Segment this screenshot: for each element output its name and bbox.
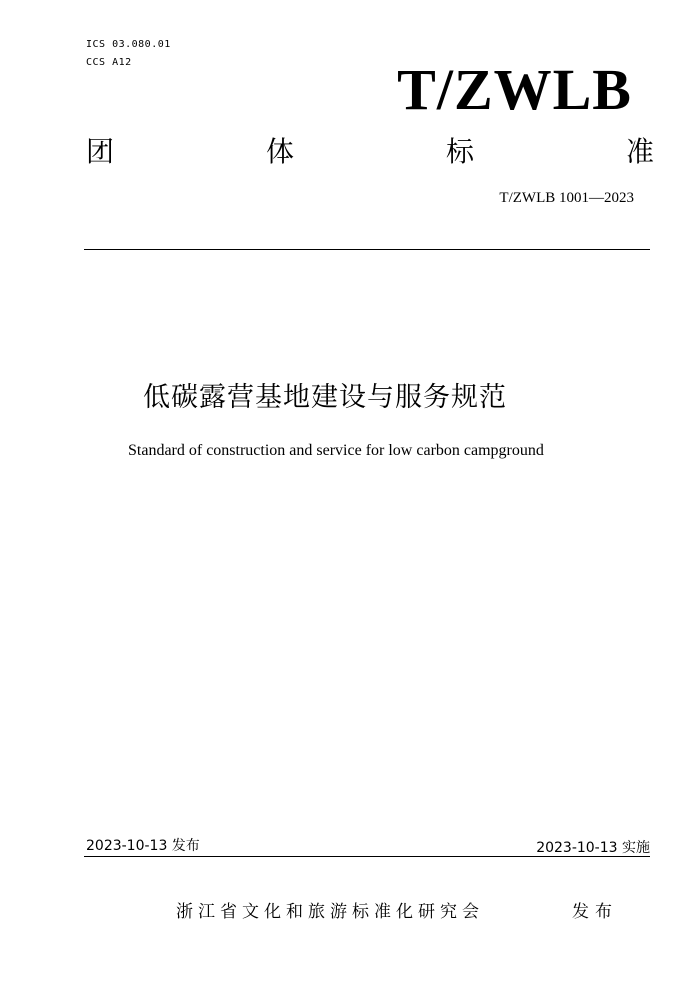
- publisher-name: 浙江省文化和旅游标准化研究会: [176, 902, 484, 922]
- standard-type-char-1: 团: [86, 135, 115, 168]
- ics-code: ICS 03.080.01: [86, 39, 171, 50]
- bottom-divider: [84, 856, 650, 857]
- implementation-date: 2023-10-13 实施: [536, 840, 650, 856]
- issue-date: 2023-10-13 发布: [86, 838, 200, 854]
- standard-type-char-4: 准: [625, 135, 654, 168]
- top-divider: [84, 249, 650, 250]
- ccs-code: CCS A12: [86, 57, 132, 68]
- publish-label: 发布: [572, 902, 618, 922]
- title-english: Standard of construction and service for low carbon campground: [128, 442, 544, 459]
- title-chinese: 低碳露营基地建设与服务规范: [143, 382, 507, 413]
- standard-type: [86, 134, 654, 170]
- standard-type-char-3: 标: [445, 135, 474, 168]
- standard-type-char-2: 体: [265, 135, 294, 168]
- standard-number: T/ZWLB 1001—2023: [499, 190, 634, 206]
- organization-code: T/ZWLB: [397, 57, 632, 122]
